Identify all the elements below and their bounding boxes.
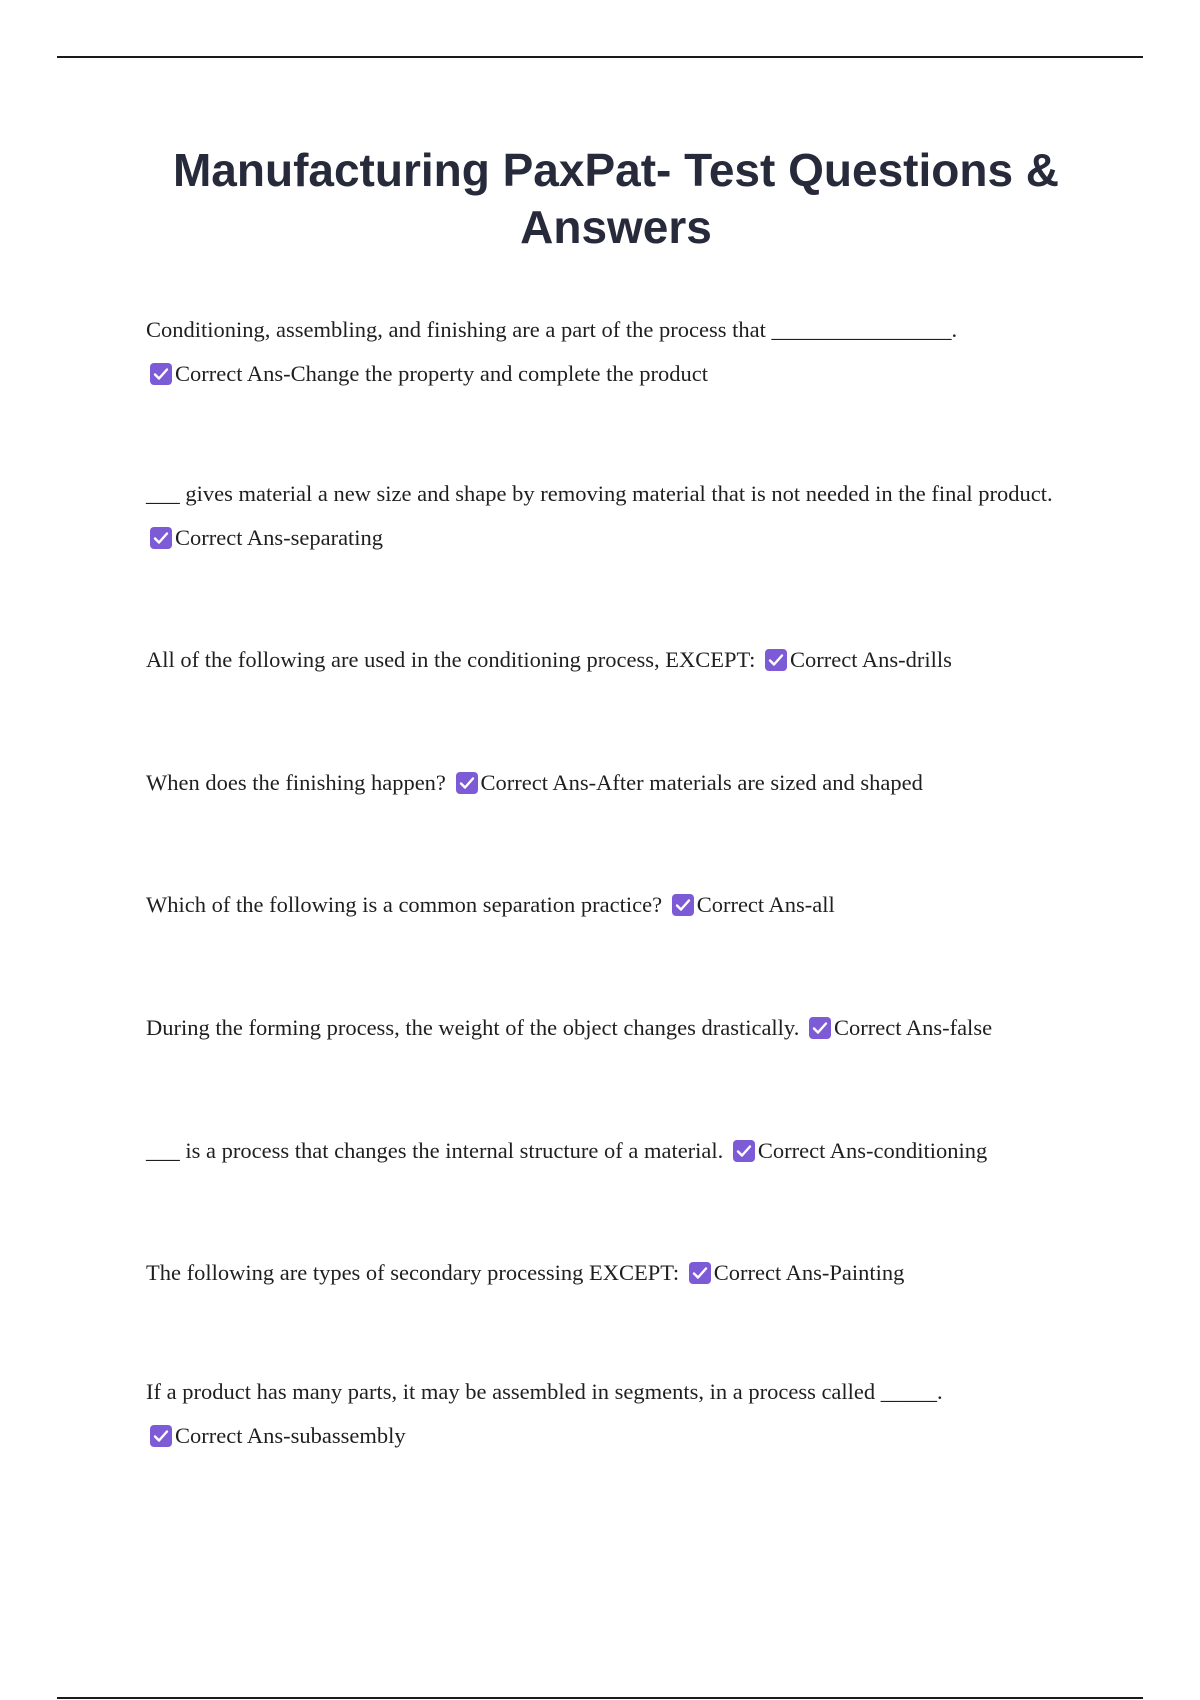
- question-text: Conditioning, assembling, and finishing are a part of the process that ________________.: [146, 317, 958, 342]
- document-title: Manufacturing PaxPat- Test Questions & Answers: [172, 144, 1060, 253]
- question-text: If a product has many parts, it may be assembled in segments, in a process called _____.: [146, 1379, 943, 1404]
- question-text: ___ gives material a new size and shape by removing material that is not needed in the final product.: [146, 481, 1053, 506]
- question-text: The following are types of secondary processing EXCEPT:: [146, 1260, 680, 1285]
- qa-item-5: [146, 883, 1066, 927]
- answer-text: Correct Ans-drills: [790, 647, 952, 672]
- answer-text: Correct Ans-Change the property and complete the product: [175, 361, 708, 386]
- check-box-icon: [456, 772, 478, 794]
- check-box-icon: [733, 1140, 755, 1162]
- qa-item-9: [146, 1370, 1066, 1458]
- question-text: Which of the following is a common separation practice?: [146, 892, 663, 917]
- check-box-icon: [765, 649, 787, 671]
- check-box-icon: [150, 1425, 172, 1447]
- question-text: ___ is a process that changes the internal structure of a material.: [146, 1138, 724, 1163]
- question-text: All of the following are used in the conditioning process, EXCEPT:: [146, 647, 756, 672]
- check-box-icon: [672, 894, 694, 916]
- check-box-icon: [809, 1017, 831, 1039]
- check-box-icon: [689, 1262, 711, 1284]
- qa-item-7: [146, 1129, 1066, 1173]
- answer-text: Correct Ans-all: [696, 892, 835, 917]
- answer-text: Correct Ans-conditioning: [757, 1138, 988, 1163]
- answer-text: Correct Ans-subassembly: [175, 1423, 406, 1448]
- answer-text: Correct Ans-After materials are sized and shaped: [480, 770, 923, 795]
- check-box-icon: [150, 527, 172, 549]
- footer-rule: [57, 1697, 1143, 1699]
- qa-item-3: [146, 638, 1066, 682]
- question-text: When does the finishing happen?: [146, 770, 446, 795]
- check-box-icon: [150, 363, 172, 385]
- qa-item-8: [146, 1251, 1066, 1295]
- answer-text: Correct Ans-separating: [175, 525, 384, 550]
- qa-item-6: [146, 1006, 1066, 1050]
- answer-text: Correct Ans-false: [833, 1015, 993, 1040]
- qa-item-4: [146, 761, 1066, 805]
- answer-text: Correct Ans-Painting: [713, 1260, 905, 1285]
- question-text: During the forming process, the weight of the object changes drastically.: [146, 1015, 800, 1040]
- qa-item-2: [146, 472, 1066, 560]
- qa-item-1: [146, 308, 1066, 396]
- header-rule: [57, 56, 1143, 58]
